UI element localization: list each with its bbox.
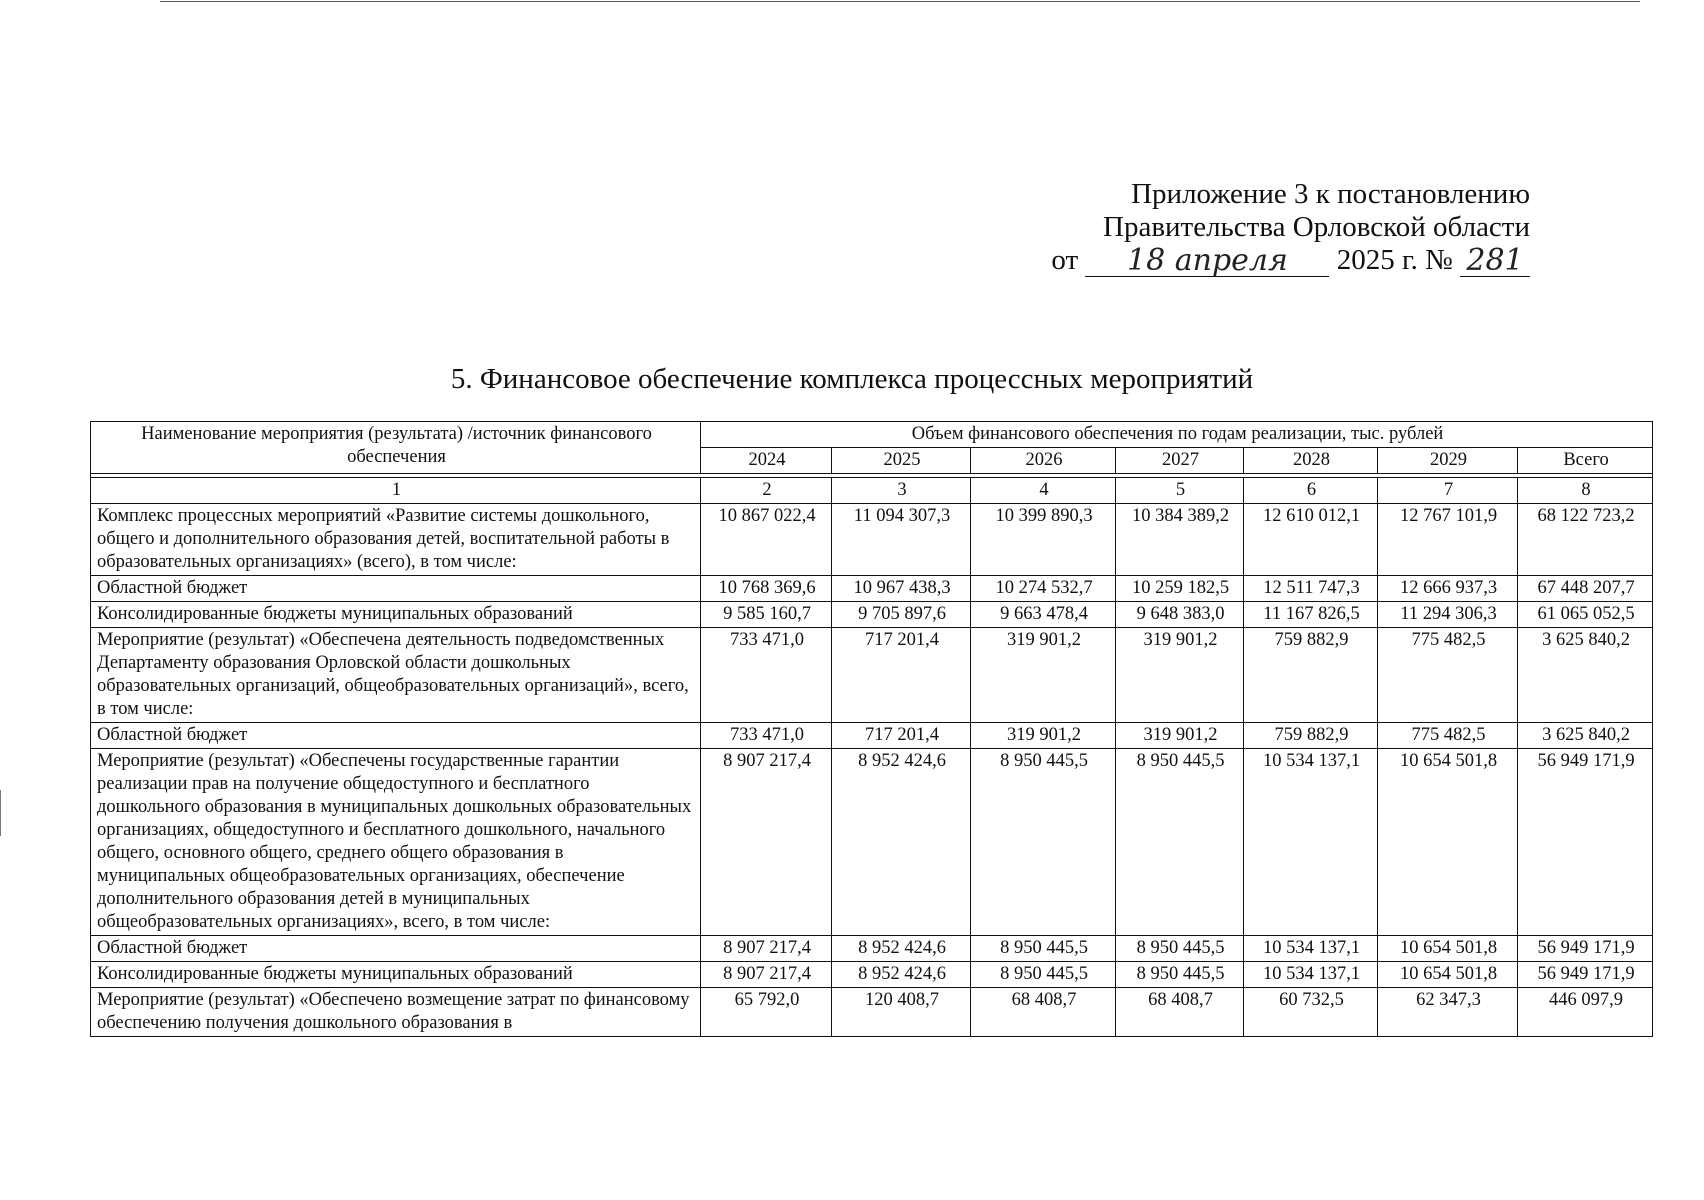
row-value-cell: 12 666 937,3 <box>1378 576 1518 602</box>
row-value-cell: 65 792,0 <box>701 988 832 1037</box>
header-year-cell: 2026 <box>971 448 1116 474</box>
table-row <box>91 988 1653 1037</box>
row-total-cell: 56 949 171,9 <box>1518 936 1653 962</box>
column-number-cell: 1 <box>91 478 701 504</box>
row-value-cell: 12 511 747,3 <box>1244 576 1378 602</box>
column-number-cell: 8 <box>1518 478 1653 504</box>
column-number-cell: 7 <box>1378 478 1518 504</box>
row-value-cell: 10 654 501,8 <box>1378 962 1518 988</box>
row-value-cell: 9 585 160,7 <box>701 602 832 628</box>
table-row <box>91 504 1653 576</box>
row-name-cell: Областной бюджет <box>91 723 701 749</box>
row-name-cell: Комплекс процессных мероприятий «Развитие системы дошкольного, общего и дополнительного образования детей, воспитательной работы в образовательных организациях» (всего), в том числе: <box>91 504 701 576</box>
row-value-cell: 8 952 424,6 <box>832 962 971 988</box>
table-row <box>91 576 1653 602</box>
column-number-cell: 4 <box>971 478 1116 504</box>
row-value-cell: 8 907 217,4 <box>701 962 832 988</box>
row-name-cell: Мероприятие (результат) «Обеспечено возмещение затрат по финансовому обеспечению получения дошкольного образования в <box>91 988 701 1037</box>
row-value-cell: 10 534 137,1 <box>1244 962 1378 988</box>
row-value-cell: 10 534 137,1 <box>1244 936 1378 962</box>
row-value-cell: 8 952 424,6 <box>832 936 971 962</box>
top-scan-rule <box>160 1 1640 2</box>
row-total-cell: 3 625 840,2 <box>1518 723 1653 749</box>
row-value-cell: 775 482,5 <box>1378 723 1518 749</box>
row-name-cell: Областной бюджет <box>91 936 701 962</box>
row-value-cell: 8 950 445,5 <box>971 749 1116 936</box>
row-name-cell: Консолидированные бюджеты муниципальных образований <box>91 962 701 988</box>
row-value-cell: 319 901,2 <box>971 628 1116 723</box>
table-row <box>91 602 1653 628</box>
row-name-cell: Консолидированные бюджеты муниципальных образований <box>91 602 701 628</box>
header-year-cell: 2025 <box>832 448 971 474</box>
row-value-cell: 11 094 307,3 <box>832 504 971 576</box>
row-value-cell: 9 663 478,4 <box>971 602 1116 628</box>
row-value-cell: 733 471,0 <box>701 628 832 723</box>
row-value-cell: 68 408,7 <box>1116 988 1244 1037</box>
row-value-cell: 8 907 217,4 <box>701 749 832 936</box>
row-value-cell: 319 901,2 <box>971 723 1116 749</box>
row-total-cell: 68 122 723,2 <box>1518 504 1653 576</box>
row-value-cell: 319 901,2 <box>1116 723 1244 749</box>
column-number-cell: 2 <box>701 478 832 504</box>
handwritten-date: 18 апреля <box>1085 244 1329 277</box>
row-name-cell: Областной бюджет <box>91 576 701 602</box>
row-total-cell: 446 097,9 <box>1518 988 1653 1037</box>
row-value-cell: 8 950 445,5 <box>971 962 1116 988</box>
row-value-cell: 68 408,7 <box>971 988 1116 1037</box>
row-value-cell: 60 732,5 <box>1244 988 1378 1037</box>
row-value-cell: 10 274 532,7 <box>971 576 1116 602</box>
row-value-cell: 8 950 445,5 <box>971 936 1116 962</box>
column-number-cell: 3 <box>832 478 971 504</box>
row-value-cell: 717 201,4 <box>832 628 971 723</box>
row-value-cell: 8 950 445,5 <box>1116 936 1244 962</box>
row-value-cell: 8 950 445,5 <box>1116 749 1244 936</box>
header-total-cell: Всего <box>1518 448 1653 474</box>
row-value-cell: 12 767 101,9 <box>1378 504 1518 576</box>
row-value-cell: 12 610 012,1 <box>1244 504 1378 576</box>
from-label: от <box>1051 244 1079 276</box>
row-value-cell: 120 408,7 <box>832 988 971 1037</box>
financing-table <box>90 421 1653 1037</box>
column-number-cell: 5 <box>1116 478 1244 504</box>
row-total-cell: 56 949 171,9 <box>1518 749 1653 936</box>
header-name-cell: Наименование мероприятия (результата) /источник финансового обеспечения <box>91 422 701 474</box>
table-row <box>91 936 1653 962</box>
appendix-line-3 <box>1051 244 1530 277</box>
appendix-line-2: Правительства Орловской области <box>1103 211 1530 243</box>
row-value-cell: 10 259 182,5 <box>1116 576 1244 602</box>
row-total-cell: 61 065 052,5 <box>1518 602 1653 628</box>
row-value-cell: 10 399 890,3 <box>971 504 1116 576</box>
row-total-cell: 67 448 207,7 <box>1518 576 1653 602</box>
appendix-line-1: Приложение 3 к постановлению <box>1131 178 1530 210</box>
row-value-cell: 759 882,9 <box>1244 628 1378 723</box>
row-value-cell: 10 867 022,4 <box>701 504 832 576</box>
row-value-cell: 775 482,5 <box>1378 628 1518 723</box>
column-number-cell: 6 <box>1244 478 1378 504</box>
row-value-cell: 9 705 897,6 <box>832 602 971 628</box>
row-value-cell: 10 384 389,2 <box>1116 504 1244 576</box>
table-row <box>91 749 1653 936</box>
row-value-cell: 11 167 826,5 <box>1244 602 1378 628</box>
row-name-cell: Мероприятие (результат) «Обеспечена деятельность подведомственных Департаменту образования Орловской области дошкольных образовательных организаций, общеобразовательных организаций», всего, в том числе: <box>91 628 701 723</box>
row-total-cell: 56 949 171,9 <box>1518 962 1653 988</box>
row-value-cell: 9 648 383,0 <box>1116 602 1244 628</box>
table-row <box>91 723 1653 749</box>
column-number-row <box>91 478 1653 504</box>
header-volume-cell: Объем финансового обеспечения по годам реализации, тыс. рублей <box>701 422 1653 448</box>
row-value-cell: 733 471,0 <box>701 723 832 749</box>
row-value-cell: 10 967 438,3 <box>832 576 971 602</box>
section-title: 5. Финансовое обеспечение комплекса процессных мероприятий <box>450 363 1254 395</box>
row-value-cell: 10 654 501,8 <box>1378 936 1518 962</box>
header-year-cell: 2028 <box>1244 448 1378 474</box>
header-year-cell: 2024 <box>701 448 832 474</box>
header-year-cell: 2027 <box>1116 448 1244 474</box>
appendix-header <box>1051 178 1530 277</box>
table-body <box>91 422 1653 1037</box>
row-value-cell: 11 294 306,3 <box>1378 602 1518 628</box>
year-number-label: 2025 г. № <box>1336 244 1453 276</box>
handwritten-number: 281 <box>1460 244 1530 277</box>
row-value-cell: 10 654 501,8 <box>1378 749 1518 936</box>
row-value-cell: 10 768 369,6 <box>701 576 832 602</box>
header-row-1 <box>91 422 1653 448</box>
row-value-cell: 8 950 445,5 <box>1116 962 1244 988</box>
scan-edge-mark <box>0 790 1 836</box>
row-value-cell: 10 534 137,1 <box>1244 749 1378 936</box>
header-year-cell: 2029 <box>1378 448 1518 474</box>
table-row <box>91 962 1653 988</box>
row-value-cell: 759 882,9 <box>1244 723 1378 749</box>
row-value-cell: 8 907 217,4 <box>701 936 832 962</box>
table-row <box>91 628 1653 723</box>
row-name-cell: Мероприятие (результат) «Обеспечены государственные гарантии реализации прав на получение общедоступного и бесплатного дошкольного образования в муниципальных дошкольных образовательных организациях, общедоступного и бесплатного дошкольного, начального общего, основного общего, среднего общего образования в муниципальных общеобразовательных организациях, обеспечение дополнительного образования детей в муниципальных общеобразовательных организациях», всего, в том числе: <box>91 749 701 936</box>
row-value-cell: 717 201,4 <box>832 723 971 749</box>
row-value-cell: 8 952 424,6 <box>832 749 971 936</box>
row-value-cell: 319 901,2 <box>1116 628 1244 723</box>
row-total-cell: 3 625 840,2 <box>1518 628 1653 723</box>
row-value-cell: 62 347,3 <box>1378 988 1518 1037</box>
